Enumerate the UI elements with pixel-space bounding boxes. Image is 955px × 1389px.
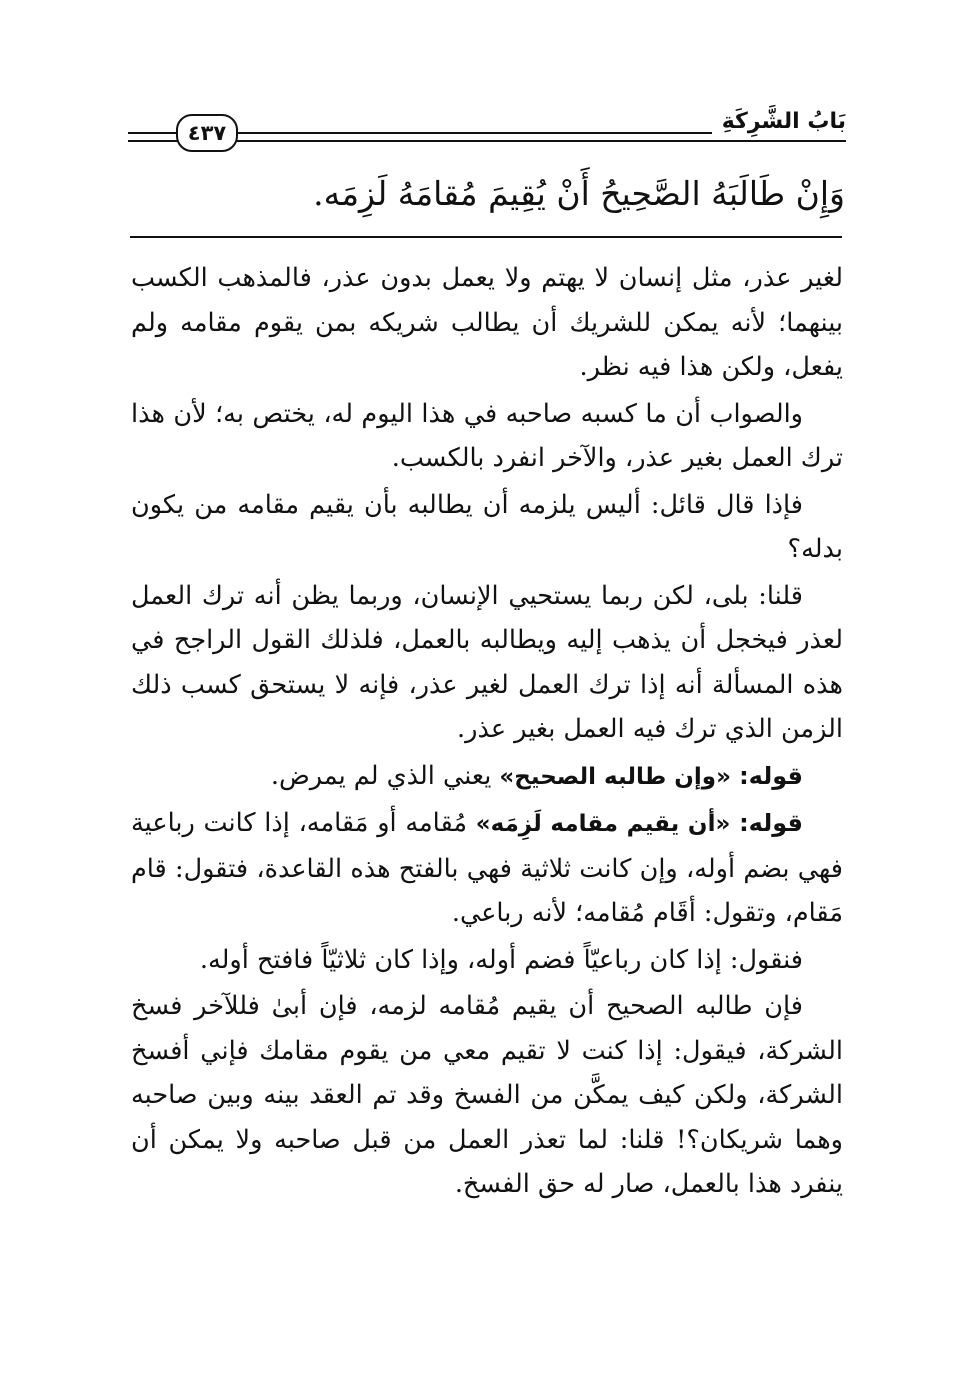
commentary-body — [131, 256, 843, 1209]
paragraph-6 — [131, 801, 843, 936]
paragraph-4: قلنا: بلى، لكن ربما يستحيي الإنسان، وربما يظن أنه ترك العمل لعذر فيخجل أن يذهب إليه ويطالبه بالعمل، فلذلك القول الراجح في هذه المسألة أنه إذا ترك العمل لغير عذر، فإنه لا يستحق كسب ذلك الزمن الذي ترك فيه العمل بغير عذر. — [131, 580, 843, 744]
paragraph-text: يعني الذي لم يمرض. — [270, 760, 500, 791]
paragraph-2: والصواب أن ما كسبه صاحبه في هذا اليوم له، يختص به؛ لأن هذا ترك العمل بغير عذر، والآخر انفرد بالكسب. — [131, 398, 843, 473]
page-number: ٤٣٧ — [176, 114, 238, 152]
quoted-matn: «وإن طالبه الصحيح» — [499, 763, 731, 790]
paragraph-8: فإن طالبه الصحيح أن يقيم مُقامه لزمه، فإن أبىٰ فللآخر فسخ الشركة، فيقول: إذا كنت لا تقيم معي من يقوم مقامك فإني أفسخ الشركة، ولكن كيف يمكَّن من الفسخ وقد تم العقد بينه وبين صاحبه وهما شريكان؟! قلنا: لما تعذر العمل من قبل صاحبه ولا يمكن أن ينفرد هذا بالعمل، صار له حق الفسخ. — [131, 991, 843, 1199]
paragraph-5 — [131, 754, 843, 800]
matn-separator — [130, 236, 842, 238]
paragraph-3: فإذا قال قائل: أليس يلزمه أن يطالبه بأن يقيم مقامه من يكون بدله؟ — [131, 489, 843, 564]
qawl-label: قوله: — [739, 761, 803, 790]
chapter-title: بَابُ الشَّرِكَةِ — [712, 108, 846, 136]
paragraph-text: مُقامه أو مَقامه، إذا كانت رباعية فهي بضم أوله، وإن كانت ثلاثية فهي بالفتح هذه القاعدة، فتقول: قام مَقام، وتقول: أقَام مُقامه؛ لأنه رباعي. — [131, 808, 843, 928]
paragraph-7: فنقول: إذا كان رباعيّاً فضم أوله، وإذا كان ثلاثيّاً فافتح أوله. — [199, 944, 803, 975]
paragraph-1: لغير عذر، مثل إنسان لا يهتم ولا يعمل بدون عذر، فالمذهب الكسب بينهما؛ لأنه يمكن للشريك أن يطالب شريكه بمن يقوم مقامه ولم يفعل، ولكن هذا فيه نظر. — [131, 263, 843, 382]
matn-text: وَإِنْ طَالَبَهُ الصَّحِيحُ أَنْ يُقِيمَ مُقامَهُ لَزِمَه. — [313, 174, 845, 213]
qawl-label: قوله: — [739, 809, 803, 837]
quoted-matn: «أن يقيم مقامه لَزِمَه» — [475, 811, 731, 837]
page-header — [128, 108, 846, 154]
